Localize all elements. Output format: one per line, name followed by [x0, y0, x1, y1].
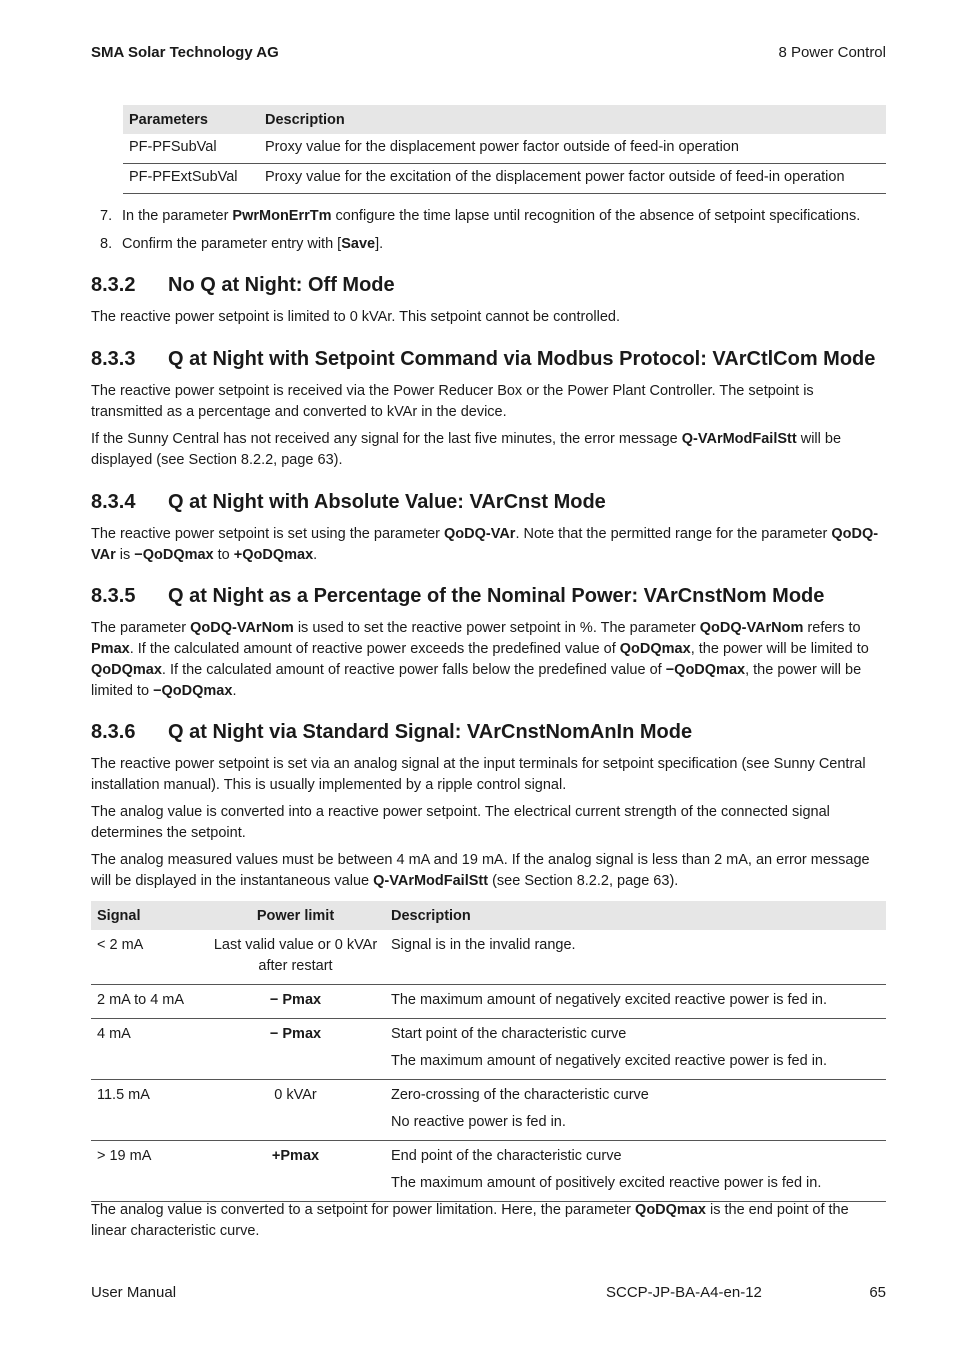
parameter-name: Q-VArModFailStt [681, 431, 797, 447]
text-run: , the power will be limited to [91, 662, 862, 699]
section-title: Q at Night as a Percentage of the Nominal Power: VArCnstNom Mode [168, 585, 825, 607]
section-title: Q at Night with Setpoint Command via Modbus Protocol: VArCtlCom Mode [168, 348, 876, 370]
parameter-name: QoDQ-VAr [444, 526, 516, 542]
parameter-name: +QoDQmax [233, 547, 314, 563]
text-run: . If the calculated amount of reactive power exceeds the predefined value of [129, 641, 620, 657]
power-limit-cell: 0 kVAr [206, 1080, 385, 1141]
paragraph: The analog value is converted into a reactive power setpoint. The electrical current strength of the connected signal determines the setpoint. [91, 804, 830, 841]
text-run: configure the time lapse until recognition of the absence of setpoint specifications. [331, 208, 861, 224]
description-line: End point of the characteristic curve [391, 1148, 622, 1164]
column-header: Parameters [123, 105, 259, 134]
section-number: 8.3.2 [91, 274, 136, 296]
signal-cell: 4 mA [91, 1019, 206, 1080]
section-title: Q at Night via Standard Signal: VArCnstNomAnIn Mode [168, 721, 693, 743]
text-run: ]. [375, 236, 384, 252]
text-run: The reactive power setpoint is set using the parameter [91, 526, 445, 542]
table-row [91, 1080, 886, 1141]
parameter-name: QoDQmax [91, 662, 162, 678]
column-header: Description [385, 901, 886, 930]
paragraph [91, 524, 886, 566]
description-line: The maximum amount of positively excited reactive power is fed in. [391, 1175, 822, 1191]
power-limit-cell: − Pmax [206, 985, 385, 1019]
power-limit-cell: Last valid value or 0 kVAr after restart [206, 930, 385, 985]
text-run: . Note that the permitted range for the parameter [515, 526, 832, 542]
parameters-table [123, 105, 886, 194]
parameter-name: QoDQ-VAr [91, 526, 879, 563]
paragraph [91, 618, 886, 702]
text-run: is the end point of the linear characteristic curve. [91, 1202, 849, 1239]
step-number: 8. [100, 236, 113, 252]
text-run: In the parameter [122, 208, 233, 224]
text-run: is used to set the reactive power setpoint in %. The parameter [293, 620, 700, 636]
description-cell [385, 985, 886, 1019]
text-run: The analog value is converted to a setpoint for power limitation. Here, the parameter [91, 1202, 636, 1218]
signal-cell: < 2 mA [91, 930, 206, 985]
text-run: . [232, 683, 237, 699]
section-title: Q at Night with Absolute Value: VArCnst Mode [168, 491, 606, 513]
footer-document: User Manual [91, 1284, 177, 1301]
section-number: 8.3.6 [91, 721, 136, 743]
power-limit-cell: +Pmax [206, 1141, 385, 1202]
table-row [123, 134, 886, 164]
paragraph [91, 850, 886, 892]
description-cell [385, 930, 886, 985]
text-run: . If the calculated amount of reactive power falls below the predefined value of [161, 662, 666, 678]
step-list [100, 206, 890, 262]
paragraph: The reactive power setpoint is set via an analog signal at the input terminals for setpoint specification (see Sunny Central installation manual). This is usually implemented by a ripple control signal. [91, 756, 866, 793]
list-item [100, 234, 890, 254]
parameter-name: PwrMonErrTm [232, 208, 332, 224]
text-run: to [213, 547, 234, 563]
table-cell: PF-PFSubVal [123, 134, 259, 164]
step-text [122, 206, 860, 226]
step-text [122, 234, 383, 254]
column-header: Description [259, 105, 886, 134]
description-line: Zero-crossing of the characteristic curve [391, 1087, 649, 1103]
description-line: Start point of the characteristic curve [391, 1026, 627, 1042]
description-line: No reactive power is fed in. [391, 1114, 566, 1130]
text-run: Confirm the parameter entry with [ [122, 236, 342, 252]
description-cell [385, 1141, 886, 1202]
parameter-name: QoDQmax [619, 641, 691, 657]
paragraph [91, 1200, 886, 1242]
parameter-name: Q-VArModFailStt [373, 873, 489, 889]
table-row [91, 930, 886, 985]
section-number: 8.3.4 [91, 491, 136, 513]
table-cell: Proxy value for the excitation of the displacement power factor outside of feed-in operation [259, 164, 886, 194]
signal-cell: > 19 mA [91, 1141, 206, 1202]
paragraph: The reactive power setpoint is limited to 0 kVAr. This setpoint cannot be controlled. [91, 309, 620, 325]
section-title: No Q at Night: Off Mode [168, 274, 395, 296]
column-header: Signal [91, 901, 206, 930]
signal-table [91, 901, 886, 1202]
table-cell: PF-PFExtSubVal [123, 164, 259, 194]
section-heading [91, 348, 891, 371]
table-header-row [91, 901, 886, 930]
text-run: The analog measured values must be between 4 mA and 19 mA. If the analog signal is less than 2 mA, an error message will be displayed in the instantaneous value [91, 852, 870, 889]
description-line: Signal is in the invalid range. [391, 937, 576, 953]
footer-doc-code: SCCP-JP-BA-A4-en-12 [606, 1284, 762, 1301]
parameter-name: QoDQmax [635, 1202, 706, 1218]
parameter-name: QoDQ-VArNom [190, 620, 294, 636]
list-item [100, 206, 890, 226]
section-heading [91, 274, 891, 297]
table-header-row [123, 105, 886, 134]
text-run: refers to [803, 620, 861, 636]
signal-cell: 2 mA to 4 mA [91, 985, 206, 1019]
text-run: is [115, 547, 135, 563]
signal-cell: 11.5 mA [91, 1080, 206, 1141]
section-heading [91, 721, 891, 744]
parameter-name: Pmax [91, 641, 130, 657]
parameter-name: −QoDQmax [153, 683, 233, 699]
column-header: Power limit [206, 901, 385, 930]
description-cell [385, 1080, 886, 1141]
button-name: Save [341, 236, 376, 252]
header-company: SMA Solar Technology AG [91, 44, 279, 61]
paragraph: The reactive power setpoint is received via the Power Reducer Box or the Power Plant Controller. The setpoint is transmitted as a percentage and converted to kVAr in the device. [91, 383, 814, 420]
text-run: The parameter [91, 620, 191, 636]
table-row [91, 985, 886, 1019]
description-line: The maximum amount of negatively excited reactive power is fed in. [391, 992, 828, 1008]
description-cell [385, 1019, 886, 1080]
page-number: 65 [869, 1284, 886, 1301]
text-run: . [313, 547, 318, 563]
text-run: (see Section 8.2.2, page 63). [488, 873, 679, 889]
parameter-name: −QoDQmax [134, 547, 214, 563]
text-run: will be displayed (see Section 8.2.2, page 63). [91, 431, 842, 468]
section-number: 8.3.5 [91, 585, 136, 607]
step-number: 7. [100, 208, 113, 224]
section-number: 8.3.3 [91, 348, 136, 370]
text-run: If the Sunny Central has not received any signal for the last five minutes, the error message [91, 431, 682, 447]
header-chapter: 8 Power Control [778, 44, 886, 61]
table-row [91, 1141, 886, 1202]
section-heading [91, 491, 891, 514]
section-heading [91, 585, 891, 608]
table-cell: Proxy value for the displacement power factor outside of feed-in operation [259, 134, 886, 164]
parameter-name: −QoDQmax [665, 662, 746, 678]
power-limit-cell: − Pmax [206, 1019, 385, 1080]
parameter-name: QoDQ-VArNom [699, 620, 804, 636]
text-run: , the power will be limited to [690, 641, 869, 657]
table-row [91, 1019, 886, 1080]
table-row [123, 164, 886, 194]
paragraph [91, 429, 886, 471]
description-line: The maximum amount of negatively excited reactive power is fed in. [391, 1053, 828, 1069]
